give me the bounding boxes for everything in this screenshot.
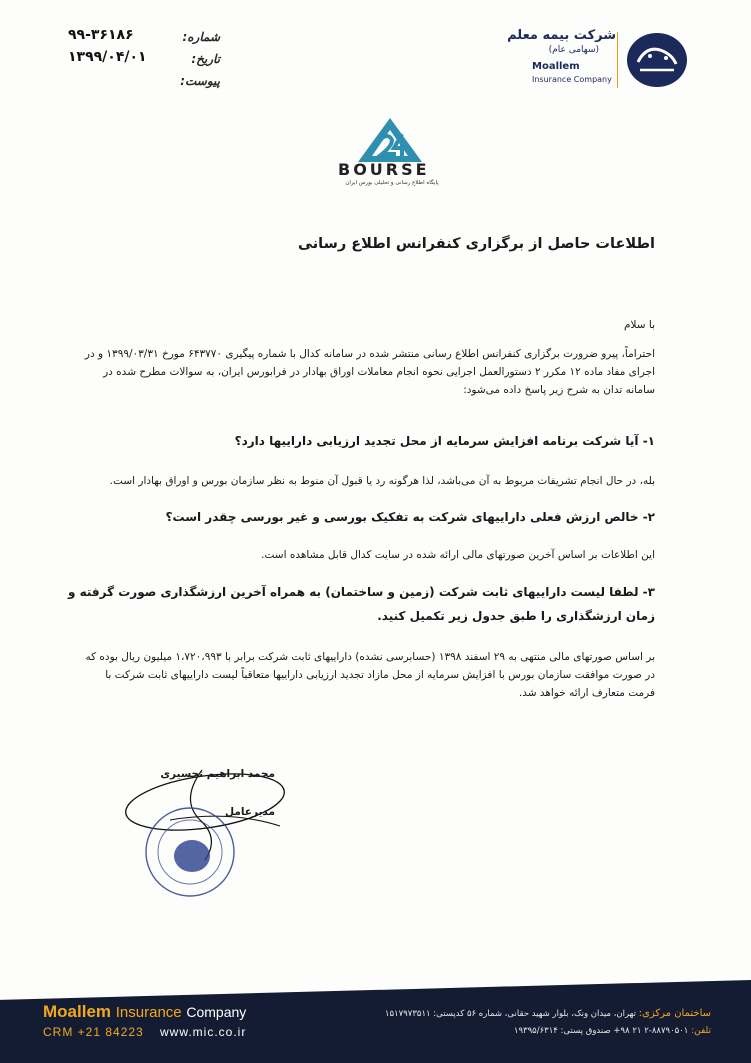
company-type-fa: (سهامی عام) <box>548 45 599 55</box>
footer-brand <box>43 1002 246 1022</box>
footer-phone-text: ۸۸۷۹۰۵۰۱-۲ ۲۱ ۹۸+ صندوق پستی: ۱۹۳۹۵/۶۳۱۴ <box>513 1026 689 1036</box>
bourse-subtitle: پایگاه اطلاع رسانی و تحلیلی بورس ایران <box>345 180 439 186</box>
question-1: ۱- آیا شرکت برنامه افزایش سرمایه از محل تجدید ارزیابی داراییها دارد؟ <box>234 434 655 448</box>
bourse-word: BOURSE <box>338 160 430 179</box>
signature-stamp-icon <box>110 760 300 900</box>
header-divider <box>617 32 618 88</box>
footer-brand-main: Moallem <box>43 1002 112 1021</box>
footer-address-label: ساختمان مرکزی: <box>638 1008 711 1019</box>
letter-date-value: ۱۳۹۹/۰۴/۰۱ <box>68 49 147 65</box>
footer-brand-insurance: Insurance <box>115 1004 182 1021</box>
letter-number-label: شماره: <box>182 30 220 44</box>
footer-address <box>385 1008 711 1019</box>
company-sub-en: Insurance Company <box>532 75 612 84</box>
letter-intro: احتراماً، پیرو ضرورت برگزاری کنفرانس اطلاع رسانی منتشر شده در سامانه کدال با شماره پیگیری ۶۴۳۷۷۰ مورخ ۱۳۹۹/۰۳/۳۱ و در اجرای مفاد ماده ۱۲ مکرر ۲ دستورالعمل اجرایی نحوه انجام معاملات اوراق بهادار در فرابورس ایران، به سوالات مطرح شده در سامانه تدان به شرح زیر پاسخ داده می‌شود: <box>84 348 655 396</box>
moallem-logo-icon <box>626 32 688 88</box>
footer-crm: CRM +21 84223 <box>43 1025 144 1039</box>
letter-attachment-label: پیوست: <box>180 74 220 88</box>
footer-address-text: تهران، میدان ونک، بلوار شهید حقانی، شماره ۵۶ کدپستی: ۱۵۱۷۹۷۳۵۱۱ <box>384 1009 636 1019</box>
signer-name: محمد ابراهیم تحسیری <box>160 768 275 780</box>
letter-number-value: ۹۹-۳۶۱۸۶ <box>68 27 134 43</box>
letter-greeting: با سلام <box>623 319 655 331</box>
footer-phone <box>514 1026 711 1036</box>
footer-phone-label: تلفن: <box>691 1026 711 1036</box>
signer-role: مدیرعامل <box>224 806 275 818</box>
answer-1: بله، در حال انجام تشریفات مربوط به آن می‌باشد، لذا هرگونه رد یا قبول آن منوط به نظر سازمان بورس و اوراق بهادار است. <box>109 475 655 487</box>
letter-title: اطلاعات حاصل از برگزاری کنفرانس اطلاع رسانی <box>298 236 655 252</box>
answer-2: این اطلاعات بر اساس آخرین صورتهای مالی ارائه شده در سایت کدال قابل مشاهده است. <box>261 549 655 561</box>
answer-3: بر اساس صورتهای مالی منتهی به ۲۹ اسفند ۱۳۹۸ (حسابرسی نشده) داراییهای ثابت شرکت برابر با ۱،۷۲۰،۹۹۳ میلیون ریال بوده که در صورت موافقت سازمان بورس با افزایش سرمایه از محل مازاد تجدید ارزیابی داراییها متعاقباً لیست داراییهای ثابت شرکت با فرمت متعارف ارائه خواهد شد. <box>85 651 655 699</box>
letter-date-row <box>60 49 220 72</box>
question-3: ۳- لطفا لیست داراییهای ثابت شرکت (زمین و ساختمان) به همراه آخرین ارزشگذاری صورت گرفته و زمان ارزشگذاری را طبق جدول زیر تکمیل کنید. <box>67 585 655 623</box>
question-2: ۲- خالص ارزش فعلی داراییهای شرکت به تفکیک بورسی و غیر بورسی چقدر است؟ <box>165 510 655 524</box>
footer <box>0 980 751 1063</box>
company-name-fa: شرکت بیمه معلم <box>507 28 616 43</box>
company-name-en: Moallem <box>532 61 580 72</box>
letter-attachment-row <box>60 74 220 94</box>
letter-date-label: تاریخ: <box>191 52 220 66</box>
letter-number-row <box>60 27 220 50</box>
footer-website-link[interactable]: www.mic.co.ir <box>160 1025 247 1039</box>
footer-brand-company: Company <box>186 1004 247 1020</box>
